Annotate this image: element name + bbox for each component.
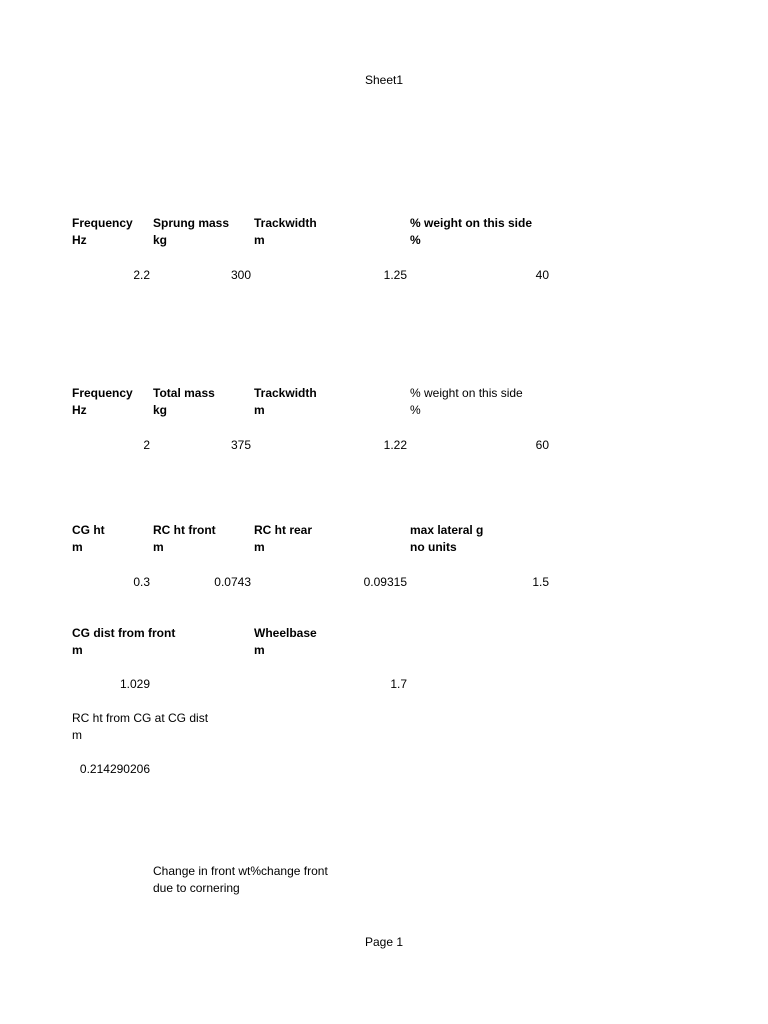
header-wheelbase-label: Wheelbase: [254, 626, 317, 640]
note-line-1: Change in front wt%change front: [153, 864, 328, 878]
header-rc-ht-from-cg-unit: m: [72, 728, 82, 742]
page-header: Sheet1: [364, 73, 404, 87]
header-rc-ht-front-unit: m: [153, 540, 164, 554]
header-frequency: [72, 215, 133, 249]
header-weight-side-unit: %: [410, 403, 421, 417]
note-line-2: due to cornering: [153, 881, 240, 895]
value-total-mass: 375: [230, 438, 251, 452]
header-trackwidth-label: Trackwidth: [254, 386, 317, 400]
header-rc-ht-rear-unit: m: [254, 540, 265, 554]
header-weight-side: [410, 385, 523, 419]
value-trackwidth: 1.22: [383, 438, 407, 452]
header-max-lateral-g: [410, 522, 483, 556]
header-total-mass-unit: kg: [153, 403, 168, 417]
value-rc-ht-from-cg: 0.214290206: [79, 762, 150, 776]
header-wheelbase: [254, 625, 317, 659]
header-rc-ht-from-cg-label: RC ht from CG at CG dist: [72, 711, 209, 725]
value-frequency: 2: [143, 438, 150, 452]
header-cg-dist-front-unit: m: [72, 643, 83, 657]
header-weight-side-label: % weight on this side: [410, 216, 533, 230]
header-rc-ht-from-cg: [72, 710, 208, 744]
header-frequency-label: Frequency: [72, 386, 133, 400]
value-cg-ht: 0.3: [133, 575, 150, 589]
header-rc-ht-front-label: RC ht front: [153, 523, 216, 537]
header-frequency-label: Frequency: [72, 216, 133, 230]
header-cg-ht-unit: m: [72, 540, 83, 554]
header-trackwidth-unit: m: [254, 233, 265, 247]
value-rc-ht-front: 0.0743: [214, 575, 251, 589]
header-weight-side-unit: %: [410, 233, 421, 247]
header-total-mass: [153, 385, 215, 419]
value-weight-side: 60: [535, 438, 549, 452]
header-sprung-mass-label: Sprung mass: [153, 216, 230, 230]
header-frequency-unit: Hz: [72, 233, 87, 247]
value-max-lateral-g: 1.5: [532, 575, 549, 589]
value-wheelbase: 1.7: [390, 677, 407, 691]
header-max-lateral-g-unit: no units: [410, 540, 457, 554]
page-footer: Page 1: [364, 935, 404, 949]
header-rc-ht-rear-label: RC ht rear: [254, 523, 313, 537]
header-weight-side: [410, 215, 532, 249]
header-cg-ht-label: CG ht: [72, 523, 105, 537]
header-cg-dist-front: [72, 625, 175, 659]
note-front-weight-change: [153, 863, 328, 897]
value-trackwidth: 1.25: [383, 268, 407, 282]
value-sprung-mass: 300: [230, 268, 251, 282]
header-cg-dist-front-label: CG dist from front: [72, 626, 176, 640]
header-trackwidth-label: Trackwidth: [254, 216, 317, 230]
value-frequency: 2.2: [133, 268, 150, 282]
header-trackwidth: [254, 385, 317, 419]
value-rc-ht-rear: 0.09315: [363, 575, 407, 589]
header-total-mass-label: Total mass: [153, 386, 215, 400]
header-wheelbase-unit: m: [254, 643, 265, 657]
header-sprung-mass: [153, 215, 229, 249]
header-frequency: [72, 385, 133, 419]
header-trackwidth-unit: m: [254, 403, 265, 417]
header-rc-ht-rear: [254, 522, 312, 556]
header-max-lateral-g-label: max lateral g: [410, 523, 484, 537]
header-cg-ht: [72, 522, 105, 556]
value-weight-side: 40: [535, 268, 549, 282]
header-rc-ht-front: [153, 522, 216, 556]
value-cg-dist-front: 1.029: [119, 677, 150, 691]
header-sprung-mass-unit: kg: [153, 233, 168, 247]
header-trackwidth: [254, 215, 317, 249]
header-frequency-unit: Hz: [72, 403, 87, 417]
header-weight-side-label: % weight on this side: [410, 386, 523, 400]
